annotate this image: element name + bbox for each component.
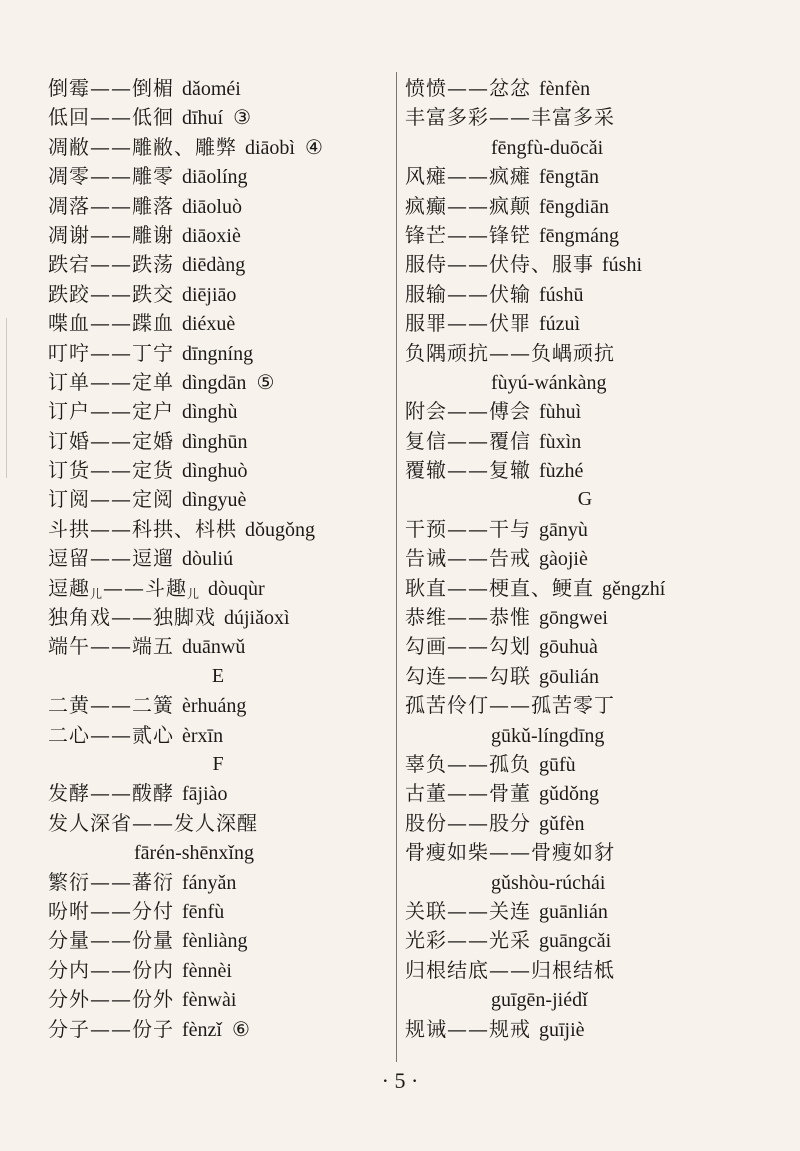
entry-word-b: 斗趣 — [145, 575, 188, 600]
dictionary-entry — [48, 485, 388, 514]
entry-pinyin: fènfèn — [539, 78, 591, 100]
dictionary-entry — [48, 250, 388, 279]
entry-word: 订货——定货 — [48, 458, 174, 483]
entry-word: 股份——股分 — [405, 810, 531, 835]
dictionary-entry — [405, 339, 765, 368]
entry-word: 愤愤——忿忿 — [405, 76, 531, 100]
entry-word: 独角戏——独脚戏 — [48, 605, 216, 630]
entry-word: 分内——份内 — [48, 957, 174, 982]
entry-pinyin: diējiāo — [182, 283, 237, 306]
entry-pinyin: fēngfù-duōcǎi — [491, 136, 604, 159]
entry-word: 勾画——勾划 — [405, 634, 531, 659]
entry-pinyin: dòuliú — [182, 548, 234, 571]
entry-word: 凋谢——雕谢 — [48, 222, 174, 247]
entry-pinyin: dǎoméi — [182, 78, 241, 100]
entry-word: 丰富多彩——丰富多采 — [405, 105, 615, 130]
entry-pinyin: fārén-shēnxǐng — [134, 842, 254, 865]
dictionary-entry — [405, 74, 765, 103]
dictionary-entry — [48, 574, 388, 603]
dictionary-entry — [405, 750, 765, 779]
entry-word: 孤苦伶仃——孤苦零丁 — [405, 693, 615, 718]
entry-word: 告诫——告戒 — [405, 546, 531, 571]
entry-pinyin: fányǎn — [182, 871, 237, 894]
dictionary-entry — [48, 1015, 388, 1044]
dictionary-entry — [48, 897, 388, 926]
entry-word: 规诫——规戒 — [405, 1016, 531, 1041]
entry-word: 归根结底——归根结柢 — [405, 957, 615, 982]
dictionary-entry — [405, 427, 765, 456]
dictionary-entry — [405, 192, 765, 221]
entry-pinyin: dújiǎoxì — [224, 607, 290, 630]
entry-word: 关联——关连 — [405, 898, 531, 923]
entry-pinyin: diēdàng — [182, 254, 246, 277]
entry-word: 光彩——光采 — [405, 928, 531, 953]
dictionary-entry — [48, 985, 388, 1014]
entry-pinyin: gūfù — [539, 753, 576, 776]
section-letter: E — [211, 664, 225, 687]
entry-word: 喋血——蹀血 — [48, 311, 174, 336]
entry-pinyin: guīgēn-jiédǐ — [491, 989, 588, 1012]
entry-note: ③ — [233, 105, 252, 130]
entry-pinyin: dìngyuè — [182, 489, 247, 512]
entry-pinyin: fājiào — [182, 783, 228, 806]
column-divider — [396, 72, 397, 1062]
entry-suffix-a: 儿 — [90, 586, 104, 601]
entry-word: 二黄——二簧 — [48, 693, 174, 718]
entry-word: 疯癫——疯颠 — [405, 193, 531, 218]
entry-word: 古董——骨董 — [405, 781, 531, 806]
entry-pinyin: fēngmáng — [539, 224, 619, 247]
entry-continuation — [405, 868, 765, 897]
dictionary-entry — [405, 662, 765, 691]
entry-pinyin: fùxìn — [539, 430, 582, 453]
page-number: · 5 · — [381, 1068, 419, 1093]
entry-pinyin: gōulián — [539, 665, 599, 688]
entry-pinyin: gǔdǒng — [539, 783, 599, 806]
entry-word: 服侍——伏侍、服事 — [405, 252, 594, 277]
entry-pinyin: guāngcǎi — [539, 930, 612, 953]
entry-pinyin: fúshū — [539, 283, 584, 306]
entry-word: 辜负——孤负 — [405, 751, 531, 776]
entry-pinyin: guījiè — [539, 1018, 585, 1041]
dictionary-entry — [48, 544, 388, 573]
entry-word: 倒霉——倒楣 — [48, 76, 174, 100]
entry-pinyin: dǒugǒng — [245, 518, 315, 541]
entry-word: 低回——低徊 — [48, 105, 174, 130]
entry-pinyin: diāolíng — [182, 166, 248, 189]
entry-word: 附会——傅会 — [405, 399, 531, 424]
entry-pinyin: fènzǐ — [182, 1018, 222, 1041]
entry-pinyin: fènliàng — [182, 930, 248, 953]
dictionary-entry — [405, 397, 765, 426]
entry-word: 风瘫——疯瘫 — [405, 164, 531, 189]
entry-word: 叮咛——丁宁 — [48, 340, 174, 365]
entry-word: 凋零——雕零 — [48, 164, 174, 189]
entry-pinyin: dìnghù — [182, 401, 238, 424]
dictionary-entry — [405, 838, 765, 867]
entry-pinyin: dīhuí — [182, 107, 224, 130]
entry-pinyin: guānlián — [539, 900, 608, 923]
entry-pinyin: gōngwei — [539, 607, 608, 630]
entry-pinyin: gěngzhí — [602, 577, 666, 600]
entry-pinyin: èrhuáng — [182, 695, 247, 718]
entry-word: 复信——覆信 — [405, 428, 531, 453]
dictionary-entry — [405, 603, 765, 632]
entry-word: 骨瘦如柴——骨瘦如豺 — [405, 840, 615, 865]
dictionary-entry — [48, 74, 388, 103]
section-letter: G — [577, 488, 593, 511]
entry-word: 负隅顽抗——负嵎顽抗 — [405, 340, 615, 365]
dictionary-entry — [405, 544, 765, 573]
entry-pinyin: gàojiè — [539, 548, 588, 571]
entry-word: 服输——伏输 — [405, 281, 531, 306]
dictionary-entry — [48, 956, 388, 985]
dictionary-entry — [48, 221, 388, 250]
entry-word: 勾连——勾联 — [405, 663, 531, 688]
dictionary-entry — [48, 632, 388, 661]
entry-continuation — [48, 838, 388, 867]
dictionary-entry — [405, 897, 765, 926]
entry-word: 跌宕——跌荡 — [48, 252, 174, 277]
entry-continuation — [405, 368, 765, 397]
entry-pinyin: fènnèi — [182, 959, 232, 982]
entry-word: 发人深省——发人深醒 — [48, 810, 258, 835]
entry-pinyin: diāoluò — [182, 195, 242, 218]
entry-pinyin: diāoxiè — [182, 224, 241, 247]
dictionary-entry — [405, 779, 765, 808]
entry-suffix-b: 儿 — [187, 586, 201, 601]
entry-word: 覆辙——复辙 — [405, 458, 531, 483]
entry-pinyin: fēngdiān — [539, 195, 609, 218]
entry-pinyin: fúzuì — [539, 313, 581, 336]
entry-note: ④ — [305, 134, 323, 159]
entry-word: 吩咐——分付 — [48, 898, 174, 923]
entry-dash: —— — [103, 575, 146, 600]
dictionary-entry — [48, 339, 388, 368]
entry-word: 订婚——定婚 — [48, 428, 174, 453]
left-column — [48, 74, 388, 1044]
entry-word: 分外——份外 — [48, 987, 174, 1012]
page-edge-shadow — [0, 318, 7, 478]
dictionary-entry — [405, 956, 765, 985]
entry-word — [48, 576, 200, 600]
entry-note: ⑤ — [256, 369, 275, 394]
dictionary-entry — [405, 221, 765, 250]
dictionary-entry — [405, 632, 765, 661]
entry-pinyin: fùzhé — [539, 460, 584, 483]
dictionary-entry — [48, 368, 388, 397]
entry-word: 耿直——梗直、鲠直 — [405, 575, 594, 600]
entry-pinyin: fùyú-wánkàng — [491, 371, 607, 394]
dictionary-entry — [48, 603, 388, 632]
dictionary-entry — [405, 574, 765, 603]
entry-word: 端午——端五 — [48, 634, 174, 659]
dictionary-entry — [48, 779, 388, 808]
dictionary-entry — [405, 691, 765, 720]
entry-pinyin: gānyù — [539, 518, 588, 541]
entry-pinyin: fēngtān — [539, 166, 599, 189]
dictionary-entry — [405, 926, 765, 955]
entry-pinyin: duānwǔ — [182, 636, 246, 659]
right-column — [405, 74, 765, 1044]
entry-pinyin: gūkǔ-língdīng — [491, 724, 605, 747]
entry-word: 繁衍——蕃衍 — [48, 869, 174, 894]
entry-word: 订户——定户 — [48, 399, 174, 424]
entry-continuation — [405, 985, 765, 1014]
entry-pinyin: fēnfù — [182, 900, 225, 923]
entry-pinyin: dìnghuò — [182, 460, 248, 483]
dictionary-entry — [48, 809, 388, 838]
entry-pinyin: gōuhuà — [539, 636, 598, 659]
entry-word: 恭维——恭惟 — [405, 605, 531, 630]
entry-pinyin: dìnghūn — [182, 430, 248, 453]
dictionary-entry — [405, 1015, 765, 1044]
dictionary-entry — [48, 456, 388, 485]
dictionary-entry — [48, 427, 388, 456]
dictionary-entry — [48, 515, 388, 544]
entry-pinyin: fènwài — [182, 989, 237, 1012]
dictionary-entry — [48, 192, 388, 221]
entry-word: 发酵——酦酵 — [48, 781, 174, 806]
entry-word: 跌跤——跌交 — [48, 281, 174, 306]
dictionary-entry — [48, 309, 388, 338]
dictionary-entry — [405, 456, 765, 485]
entry-word: 二心——贰心 — [48, 722, 174, 747]
entry-note: ⑥ — [231, 1016, 250, 1041]
dictionary-entry — [48, 103, 388, 132]
entry-pinyin: dìngdān — [182, 371, 247, 394]
entry-pinyin: diāobì — [245, 136, 295, 159]
dictionary-entry — [405, 250, 765, 279]
entry-word: 分子——份子 — [48, 1016, 174, 1041]
entry-pinyin: gǔshòu-rúchái — [491, 871, 606, 894]
dictionary-entry — [48, 691, 388, 720]
entry-pinyin: diéxuè — [182, 313, 236, 336]
entry-word: 服罪——伏罪 — [405, 311, 531, 336]
entry-word-a: 逗趣 — [48, 575, 90, 600]
dictionary-entry — [405, 515, 765, 544]
entry-word: 凋落——雕落 — [48, 193, 174, 218]
dictionary-entry — [48, 133, 388, 162]
entry-pinyin: èrxīn — [182, 724, 224, 747]
dictionary-entry — [405, 309, 765, 338]
entry-word: 凋敝——雕敝、雕弊 — [48, 134, 237, 159]
dictionary-entry — [48, 397, 388, 426]
dictionary-entry — [48, 721, 388, 750]
dictionary-entry — [48, 868, 388, 897]
entry-word: 干预——干与 — [405, 516, 531, 541]
entry-pinyin: dòuqùr — [208, 577, 265, 600]
entry-pinyin: fùhuì — [539, 401, 582, 424]
entry-word: 分量——份量 — [48, 928, 174, 953]
entry-word: 锋芒——锋铓 — [405, 222, 531, 247]
dictionary-entry — [48, 926, 388, 955]
entry-pinyin: gǔfèn — [539, 812, 585, 835]
entry-word: 斗拱——科拱、枓栱 — [48, 516, 237, 541]
entry-word: 订单——定单 — [48, 369, 174, 394]
entry-continuation — [405, 721, 765, 750]
dictionary-entry — [48, 162, 388, 191]
entry-continuation — [405, 133, 765, 162]
dictionary-entry — [405, 809, 765, 838]
dictionary-entry — [405, 103, 765, 132]
dictionary-entry — [405, 162, 765, 191]
entry-pinyin: fúshi — [602, 254, 642, 277]
dictionary-entry — [405, 280, 765, 309]
entry-word: 逗留——逗遛 — [48, 546, 174, 571]
section-letter: F — [212, 752, 224, 775]
entry-pinyin: dīngníng — [182, 342, 254, 365]
dictionary-entry — [48, 280, 388, 309]
entry-word: 订阅——定阅 — [48, 487, 174, 512]
